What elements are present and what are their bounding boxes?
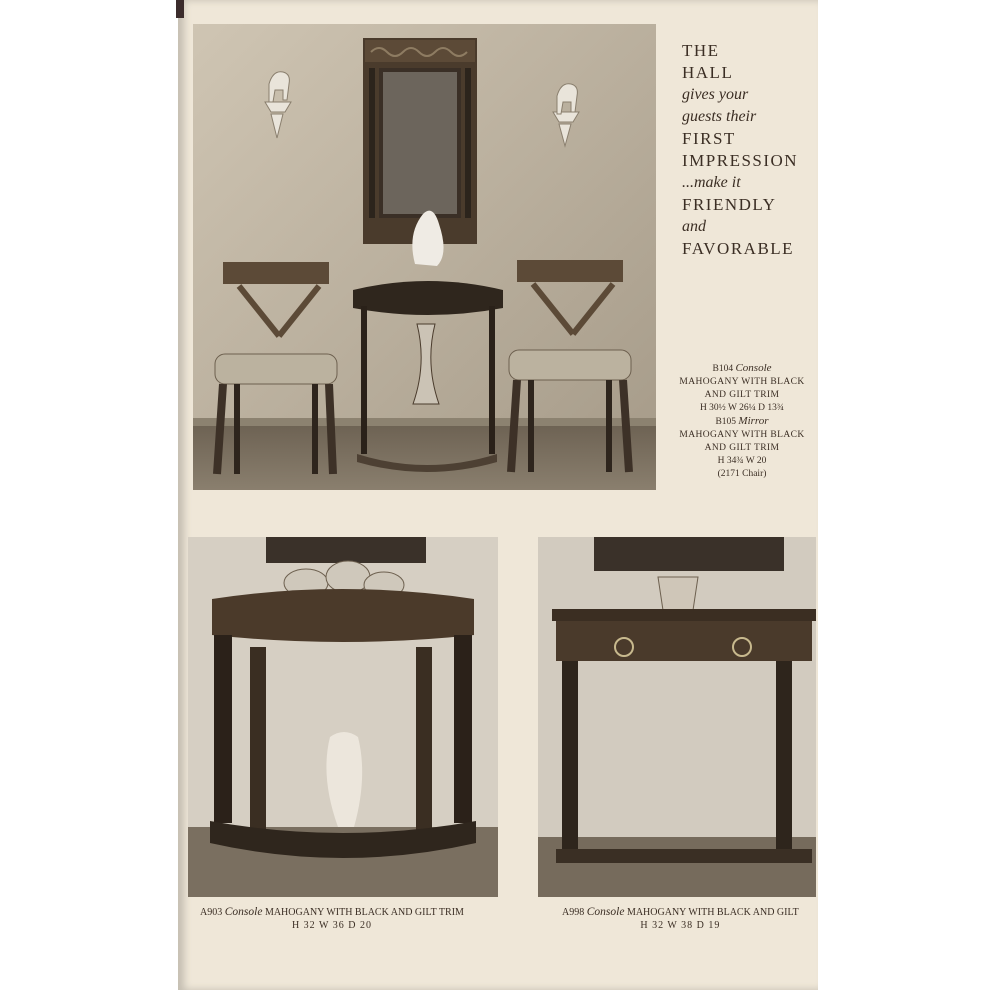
console-dims: H 30½ W 26¼ D 13¾ bbox=[699, 403, 785, 413]
headline-line: ...make it bbox=[682, 174, 741, 191]
headline-line: guests their bbox=[682, 108, 757, 125]
specs-block bbox=[672, 362, 812, 481]
hall-photo bbox=[193, 24, 656, 490]
chair-note: (2171 Chair) bbox=[717, 469, 767, 479]
caption-a998 bbox=[562, 906, 799, 932]
console-a998-illustration bbox=[538, 537, 816, 897]
caption-code: A998 bbox=[562, 907, 585, 918]
headline-line: gives your bbox=[682, 86, 749, 103]
mirror-name: Mirror bbox=[738, 415, 769, 427]
mirror-dims: H 34¾ W 20 bbox=[717, 456, 767, 466]
mirror-material-2: AND GILT TRIM bbox=[704, 443, 780, 453]
caption-code: A903 bbox=[200, 907, 223, 918]
headline-line: IMPRESSION bbox=[682, 151, 799, 170]
caption-dims: H 32 W 38 D 19 bbox=[640, 920, 721, 931]
mirror bbox=[363, 38, 477, 244]
caption-name: Console bbox=[586, 906, 625, 918]
caption-material: MAHOGANY WITH BLACK AND GILT TRIM bbox=[264, 907, 464, 918]
hall-photo-illustration bbox=[193, 24, 656, 490]
book-spine bbox=[176, 0, 184, 18]
console-material-1: MAHOGANY WITH BLACK bbox=[679, 377, 805, 387]
console-name: Console bbox=[735, 362, 772, 374]
console-a903-illustration bbox=[188, 537, 498, 897]
headline-line: HALL bbox=[682, 63, 734, 82]
console-code: B104 bbox=[712, 364, 734, 374]
mirror-material-1: MAHOGANY WITH BLACK bbox=[679, 430, 805, 440]
console-material-2: AND GILT TRIM bbox=[704, 390, 780, 400]
headline bbox=[682, 40, 812, 260]
headline-line: FRIENDLY bbox=[682, 195, 777, 214]
caption-a903 bbox=[200, 906, 464, 932]
caption-material: MAHOGANY WITH BLACK AND GILT bbox=[626, 907, 799, 918]
headline-line: FIRST bbox=[682, 129, 736, 148]
headline-line: THE bbox=[682, 41, 720, 60]
console-a903-photo bbox=[188, 537, 498, 897]
console-a998-photo bbox=[538, 537, 816, 897]
caption-dims: H 32 W 36 D 20 bbox=[291, 920, 372, 931]
caption-name: Console bbox=[224, 906, 263, 918]
headline-line: FAVORABLE bbox=[682, 239, 795, 258]
mirror-code: B105 bbox=[715, 417, 737, 427]
headline-line: and bbox=[682, 218, 706, 235]
